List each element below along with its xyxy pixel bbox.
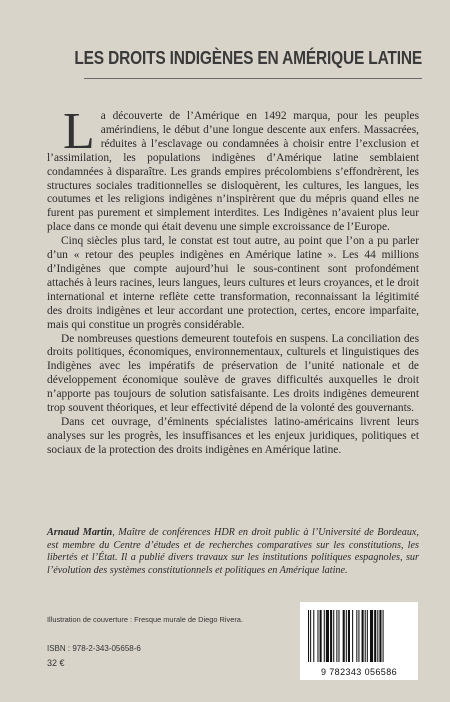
barcode-bar <box>310 610 311 662</box>
title-rule <box>84 78 422 79</box>
barcode-bar <box>348 610 350 662</box>
barcode-bar <box>352 610 353 662</box>
paragraph-1-text: a découverte de l’Amérique en 1492 marqua, pour les peuples amérindiens, le début d’une longue descente aux enfers. Massacrées, réduites à l’esclavage ou condamnées à choisir entre l’exclusion et l’assimilation, les populations indigènes d’Amérique latine semblaient condamnées à disparaître. Les grands empires précolombiens s’effondrèrent, les structures sociales traditionnelles se disloquèrent, les cultures, les langues, les coutumes et les religions indigènes n’inspirèrent que du mépris quand elles ne furent pas purement et simplement interdites. Les Indigènes n’avaient plus leur place dans ce monde qui était devenu une simple excroissance de l’Europe. <box>47 110 419 234</box>
barcode-bar <box>333 610 334 662</box>
author-bio-text: , Maître de conférences HDR en droit public à l’Université de Bordeaux, est membre du Centre d’études et de recherches comparatives sur les constitutions, les libertés et l’État. Il a publié divers travaux sur les institutions politiques espagnoles, sur l’évolution des systèmes constitutionnels et politiques en Amérique latine. <box>47 527 419 576</box>
barcode-bar <box>336 610 337 662</box>
barcode-bar <box>362 610 364 662</box>
author-name: Arnaud Martin <box>47 527 113 538</box>
author-bio <box>47 527 419 577</box>
barcode-bar <box>338 610 339 662</box>
barcode-bar <box>367 610 368 662</box>
cover-credit: Illustration de couverture : Fresque murale de Diego Rivera. <box>47 615 243 624</box>
barcode-digits: 9 782343 056586 <box>320 667 398 677</box>
paragraph-3: De nombreuses questions demeurent toutefois en suspens. La conciliation des droits politiques, économiques, environnementaux, culturels et linguistiques des Indigènes avec les impératifs de préservation de l’unité nationale et de développement économique soulève de graves difficultés auxquelles le droit n’apporte pas toujours de solution satisfaisante. Les droits indigènes demeurent trop souvent théoriques, et leur effectivité dépend de la volonté des gouvernants. <box>47 332 419 415</box>
barcode-bar <box>383 610 384 662</box>
barcode <box>300 602 418 680</box>
paragraph-2: Cinq siècles plus tard, le constat est tout autre, au point que l’on a pu parler d’un « retour des peuples indigènes en Amérique latine ». Les 44 millions d’Indigènes que compte aujourd’hui le sous-continent sont profondément attachés à leurs racines, leurs langues, leurs cultures et leurs croyances, et le droit international et interne reflète cette transformation, reconnaissant la légitimité des droits indigènes et leur accordant une protection, certes, encore imparfaite, mais qui constitue un progrès considérable. <box>47 235 419 331</box>
book-title: LES DROITS INDIGÈNES EN AMÉRIQUE LATINE <box>74 48 422 68</box>
barcode-bar <box>370 610 373 662</box>
barcode-bar <box>324 610 325 662</box>
barcode-bar <box>358 610 359 662</box>
barcode-bar <box>365 610 366 662</box>
barcode-bar <box>377 610 378 662</box>
barcode-bars <box>308 610 410 662</box>
drop-cap: L <box>63 103 95 160</box>
barcode-bar <box>346 610 347 662</box>
barcode-bar <box>356 610 357 662</box>
price: 32 € <box>47 658 65 668</box>
barcode-bar <box>374 610 376 662</box>
barcode-bar <box>320 610 322 662</box>
barcode-bar <box>326 610 329 662</box>
paragraph-1 <box>47 103 419 235</box>
barcode-bar <box>313 610 314 662</box>
back-cover-text <box>47 103 419 458</box>
barcode-bar <box>330 610 332 662</box>
barcode-bar <box>317 610 318 662</box>
isbn: ISBN : 978-2-343-05658-6 <box>47 644 141 653</box>
barcode-bar <box>379 610 381 662</box>
paragraph-4: Dans cet ouvrage, d’éminents spécialistes latino-américains livrent leurs analyses sur les progrès, les insuffisances et les enjeux juridiques, politiques et sociaux de la protection des droits indigènes en Amérique latine. <box>47 415 419 456</box>
barcode-bar <box>343 610 345 662</box>
barcode-bar <box>308 610 309 662</box>
